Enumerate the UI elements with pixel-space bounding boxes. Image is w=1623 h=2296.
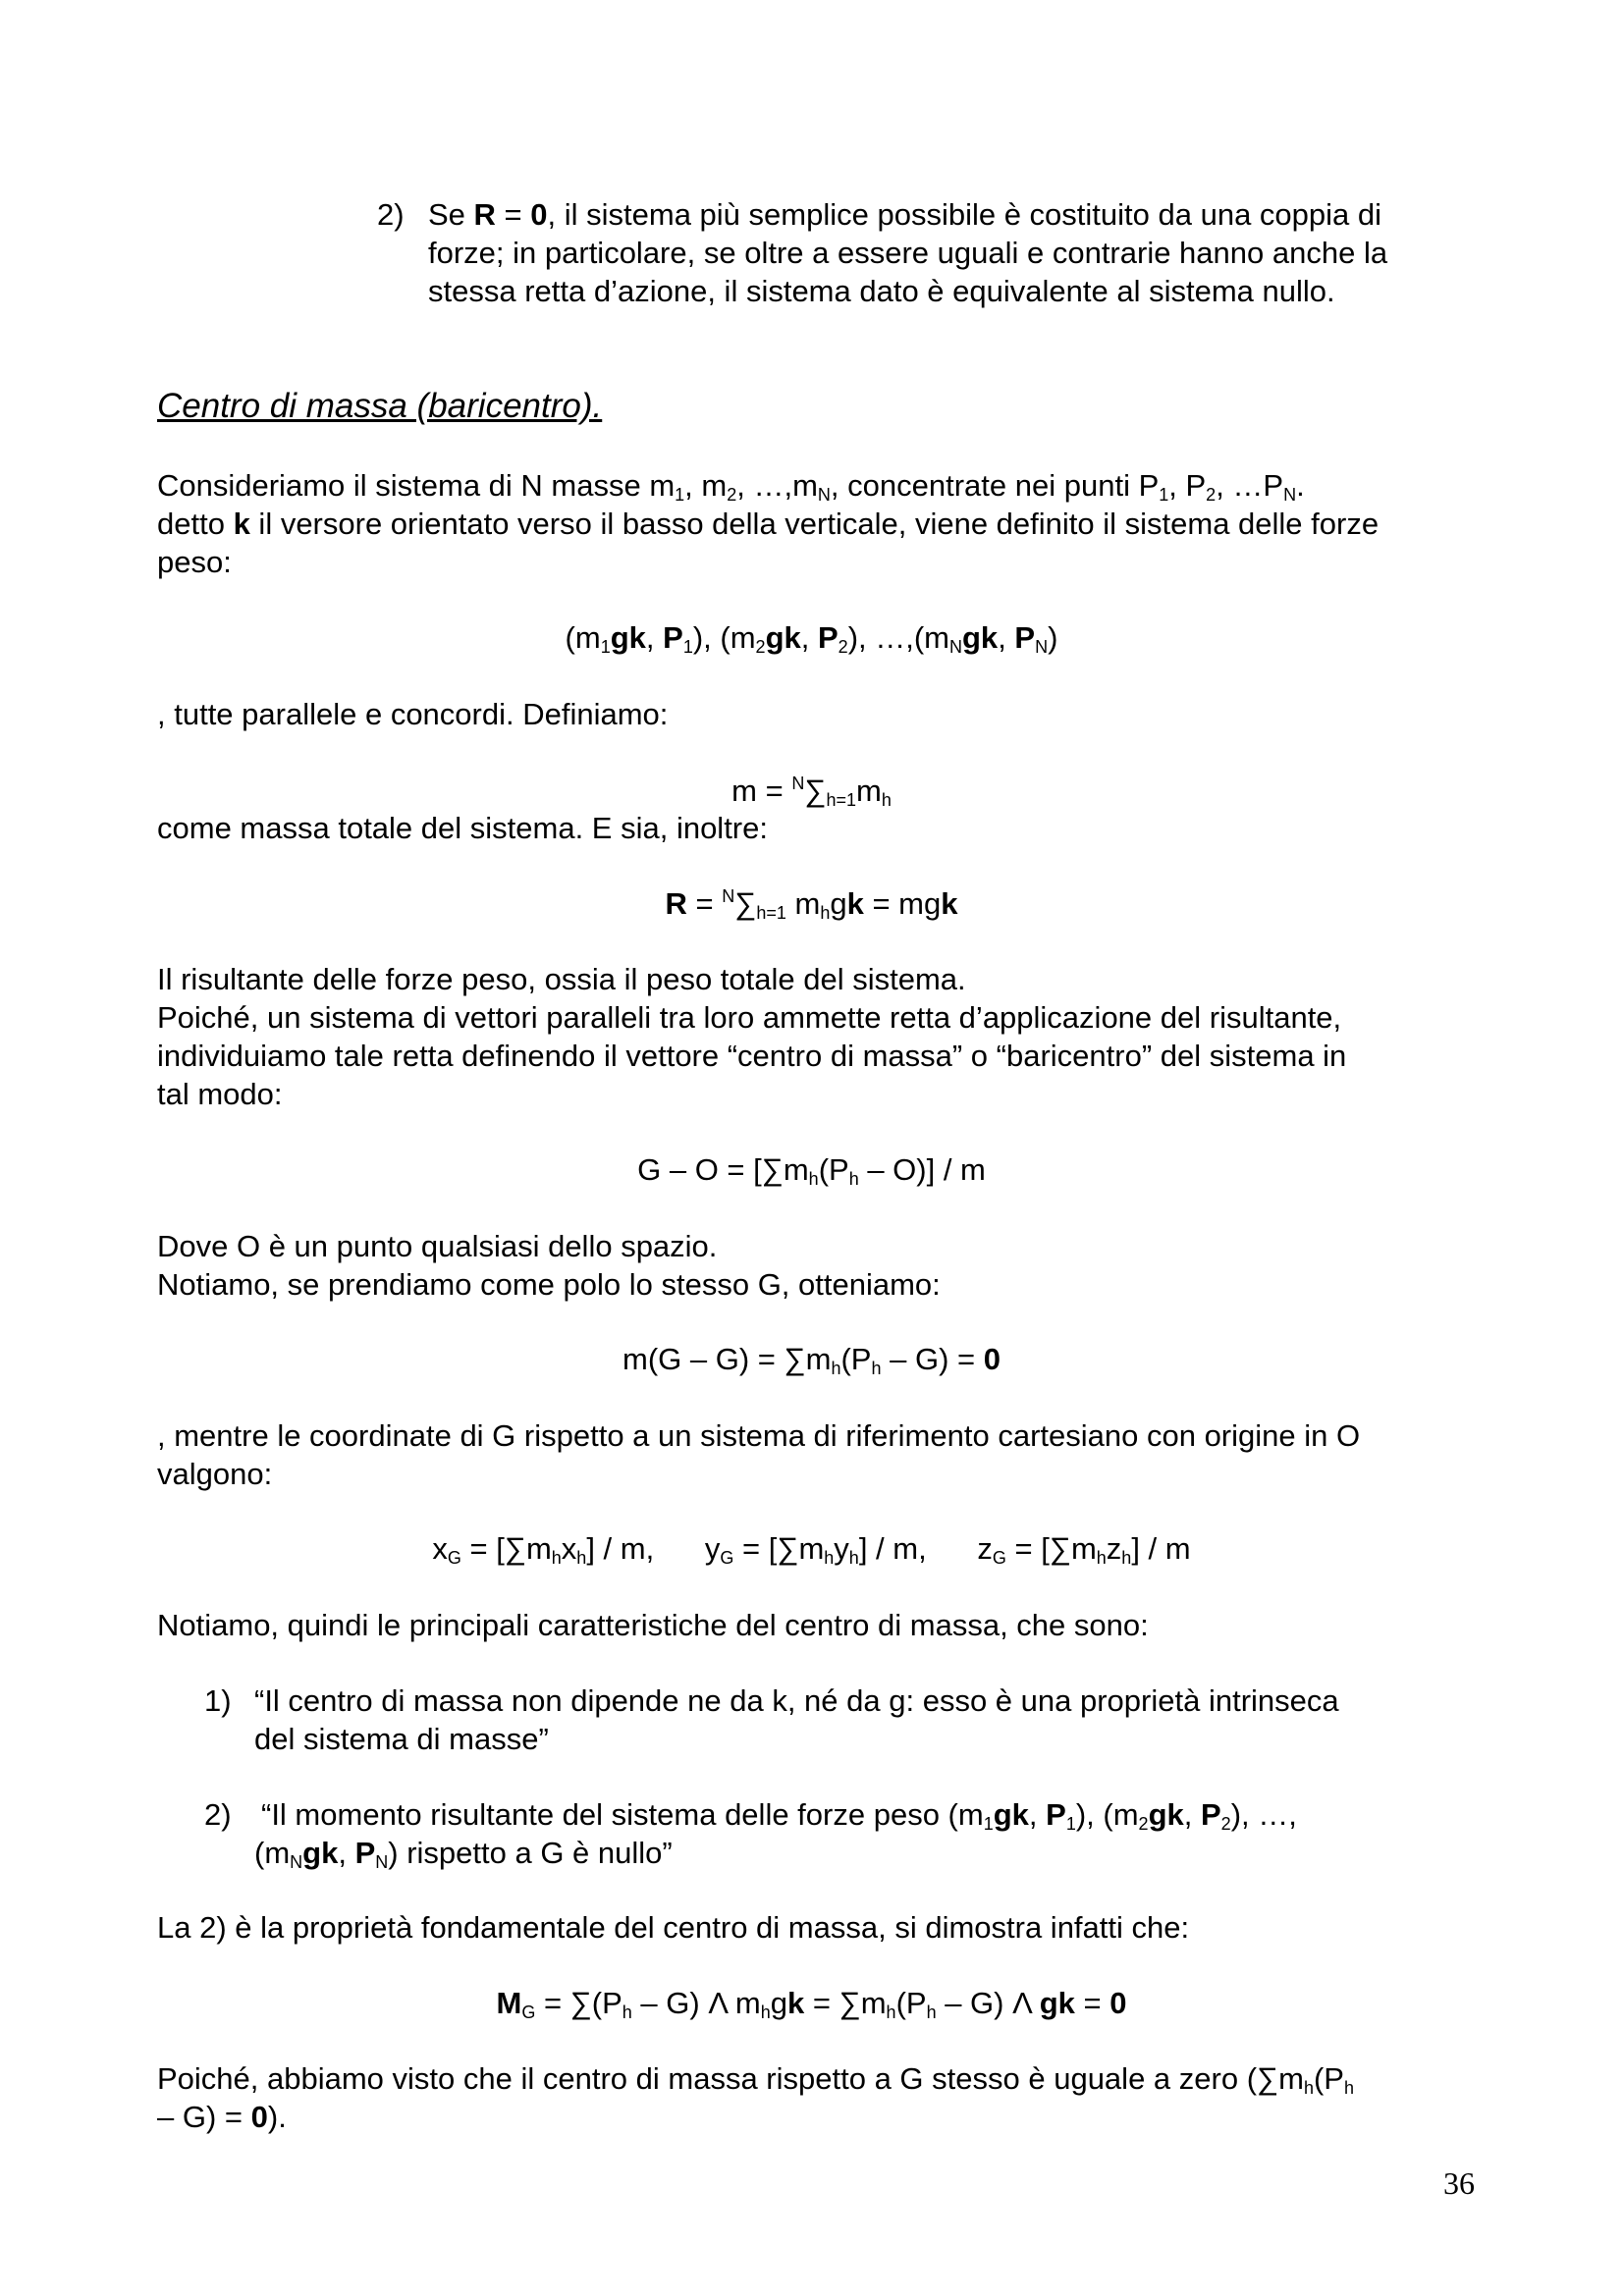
bold-symbol: 0 bbox=[250, 2100, 268, 2134]
equation bbox=[0, 1150, 1623, 1189]
text-run: , il sistema più semplice possibile è costituito da una coppia di bbox=[547, 197, 1382, 232]
text-run: , bbox=[1183, 1797, 1201, 1832]
bold-symbol: R bbox=[473, 197, 496, 232]
text-line: “Il centro di massa non dipende ne da k, né da g: esso è una proprietà intrinseca bbox=[254, 1683, 1339, 1718]
text-run: ), …, bbox=[1230, 1797, 1297, 1832]
subscript: h=1 bbox=[756, 903, 786, 923]
text-line bbox=[428, 195, 1387, 234]
subscript: h bbox=[760, 2002, 771, 2022]
subscript: G bbox=[992, 1548, 1006, 1568]
text-run: = ∑(P bbox=[535, 1986, 622, 2020]
subscript: h bbox=[926, 2002, 937, 2022]
bold-symbol: P bbox=[354, 1836, 376, 1870]
subscript: 2 bbox=[1206, 485, 1217, 505]
text-run: = bbox=[686, 886, 723, 921]
text-run: , bbox=[800, 620, 818, 655]
text-run: ] / m, z bbox=[858, 1531, 993, 1566]
subscript: N bbox=[949, 637, 962, 657]
subscript: G bbox=[447, 1548, 461, 1568]
item2-text bbox=[428, 195, 1387, 310]
paragraph: La 2) è la proprietà fondamentale del centro di massa, si dimostra infatti che: bbox=[157, 1910, 1190, 1945]
subscript: N bbox=[375, 1852, 389, 1872]
text-run: ), (m bbox=[692, 620, 756, 655]
text-line: forze; in particolare, se oltre a essere uguali e contrarie hanno anche la bbox=[428, 236, 1388, 270]
subscript: h bbox=[1096, 1548, 1107, 1568]
text-run: y bbox=[834, 1531, 849, 1566]
text-run: m bbox=[785, 886, 821, 921]
text-run: , …P bbox=[1216, 468, 1284, 503]
bold-symbol: P bbox=[1014, 620, 1036, 655]
text-run: , bbox=[998, 620, 1015, 655]
subscript: 1 bbox=[682, 637, 693, 657]
text-run: (P bbox=[895, 1986, 927, 2020]
equation bbox=[0, 1984, 1623, 2022]
list-number: 2) bbox=[377, 197, 405, 232]
bold-symbol: 0 bbox=[1109, 1986, 1127, 2020]
text-line bbox=[157, 2098, 1354, 2136]
bold-symbol: P bbox=[663, 620, 683, 655]
superscript: N bbox=[791, 774, 805, 793]
subscript: h bbox=[1343, 2078, 1354, 2098]
subscript: 1 bbox=[675, 485, 685, 505]
subscript: h bbox=[622, 2002, 632, 2022]
bold-symbol: gk bbox=[1148, 1797, 1184, 1832]
subscript: N bbox=[817, 485, 831, 505]
text-run: m bbox=[855, 774, 882, 808]
subscript: h bbox=[576, 1548, 587, 1568]
text-run: x bbox=[432, 1531, 448, 1566]
text-run: = [∑m bbox=[1005, 1531, 1097, 1566]
text-run: ∑ bbox=[804, 774, 827, 808]
subscript: 2 bbox=[1138, 1814, 1149, 1834]
text-run: (m bbox=[565, 620, 601, 655]
text-line bbox=[157, 505, 1379, 543]
subscript: h bbox=[808, 1169, 819, 1189]
text-run: Se bbox=[428, 197, 474, 232]
text-run: = bbox=[495, 197, 531, 232]
text-run: – G) Λ m bbox=[631, 1986, 761, 2020]
text-run: (P bbox=[1313, 2061, 1344, 2096]
text-line: del sistema di masse” bbox=[254, 1722, 549, 1756]
subscript: 2 bbox=[838, 637, 848, 657]
bold-symbol: 0 bbox=[983, 1342, 1001, 1376]
paragraph: come massa totale del sistema. E sia, inoltre: bbox=[157, 811, 768, 845]
subscript: h bbox=[1121, 1548, 1132, 1568]
bold-symbol: gk bbox=[962, 620, 999, 655]
bold-symbol: k bbox=[787, 1986, 805, 2020]
text-run: z bbox=[1106, 1531, 1122, 1566]
text-run: , bbox=[1028, 1797, 1047, 1832]
text-run: g bbox=[830, 886, 847, 921]
text-run: g bbox=[770, 1986, 788, 2020]
text-run: G – O = [∑m bbox=[637, 1152, 809, 1187]
bold-symbol: gk bbox=[1039, 1986, 1075, 2020]
subscript: 1 bbox=[600, 637, 611, 657]
text-line: Il risultante delle forze peso, ossia il peso totale del sistema. bbox=[157, 962, 966, 996]
text-run: il versore orientato verso il basso della verticale, viene definito il sistema delle forze bbox=[249, 507, 1380, 541]
text-run: , concentrate nei punti P bbox=[830, 468, 1160, 503]
list-item bbox=[254, 1682, 1339, 1758]
text-run: x bbox=[561, 1531, 577, 1566]
text-line: tal modo: bbox=[157, 1077, 283, 1111]
text-run: Poiché, abbiamo visto che il centro di massa rispetto a G stesso è uguale a zero (∑m bbox=[157, 2061, 1304, 2096]
bold-symbol: P bbox=[817, 620, 839, 655]
text-run: ] / m, y bbox=[586, 1531, 721, 1566]
subscript: N bbox=[290, 1852, 303, 1872]
text-run: , m bbox=[684, 468, 728, 503]
subscript: N bbox=[1283, 485, 1297, 505]
text-run: = ∑m bbox=[804, 1986, 887, 2020]
text-run: ). bbox=[267, 2100, 287, 2134]
bold-symbol: 0 bbox=[530, 197, 548, 232]
text-run: Consideriamo il sistema di N masse m bbox=[157, 468, 676, 503]
text-run: “Il momento risultante del sistema delle forze peso (m bbox=[261, 1797, 984, 1832]
equation bbox=[0, 884, 1623, 923]
subscript: h bbox=[820, 903, 831, 923]
bold-symbol: k bbox=[233, 507, 250, 541]
paragraph: , tutte parallele e concordi. Definiamo: bbox=[157, 697, 669, 731]
subscript: h bbox=[848, 1169, 859, 1189]
text-line: Notiamo, se prendiamo come polo lo stesso G, otteniamo: bbox=[157, 1267, 941, 1302]
subscript: 1 bbox=[983, 1814, 994, 1834]
text-run: , bbox=[338, 1836, 355, 1870]
text-run: ), (m bbox=[1075, 1797, 1139, 1832]
text-run: ∑ bbox=[734, 886, 757, 921]
subscript: N bbox=[1035, 637, 1049, 657]
subscript: 2 bbox=[1220, 1814, 1231, 1834]
list-number: 1) bbox=[204, 1683, 232, 1718]
text-run: = bbox=[1074, 1986, 1110, 2020]
equation bbox=[0, 618, 1623, 657]
text-run: detto bbox=[157, 507, 234, 541]
text-run: ) bbox=[1048, 620, 1058, 655]
text-line: , mentre le coordinate di G rispetto a un sistema di riferimento cartesiano con origine in O bbox=[157, 1418, 1361, 1453]
subscript: G bbox=[521, 2002, 536, 2022]
text-line: valgono: bbox=[157, 1457, 273, 1491]
text-run: = [∑m bbox=[460, 1531, 552, 1566]
text-line: Dove O è un punto qualsiasi dello spazio. bbox=[157, 1229, 718, 1263]
list-item bbox=[254, 1795, 1297, 1872]
subscript: 1 bbox=[1159, 485, 1169, 505]
bold-symbol: P bbox=[1200, 1797, 1221, 1832]
text-line: stessa retta d’azione, il sistema dato è equivalente al sistema nullo. bbox=[428, 274, 1335, 308]
bold-symbol: k bbox=[846, 886, 864, 921]
section-title: Centro di massa (baricentro). bbox=[157, 387, 603, 425]
bold-symbol: gk bbox=[302, 1836, 339, 1870]
subscript: h bbox=[886, 2002, 896, 2022]
text-run: m = bbox=[731, 774, 792, 808]
text-line: individuiamo tale retta definendo il vettore “centro di massa” o “baricentro” del sistema in bbox=[157, 1039, 1347, 1073]
paragraph bbox=[157, 466, 1379, 581]
bold-symbol: P bbox=[1046, 1797, 1066, 1832]
text-run: , bbox=[645, 620, 664, 655]
paragraph bbox=[157, 2059, 1354, 2136]
paragraph bbox=[157, 1416, 1360, 1493]
page-number: 36 bbox=[1443, 2165, 1475, 2201]
subscript: h bbox=[831, 1359, 841, 1378]
text-run: (P bbox=[840, 1342, 872, 1376]
subscript: h bbox=[1303, 2078, 1314, 2098]
text-line: Poiché, un sistema di vettori paralleli tra loro ammette retta d’applicazione del risultante, bbox=[157, 1000, 1342, 1035]
text-run: m(G – G) = ∑m bbox=[622, 1342, 832, 1376]
text-run: ) rispetto a G è nullo” bbox=[388, 1836, 673, 1870]
text-run: (P bbox=[818, 1152, 849, 1187]
bold-symbol: gk bbox=[765, 620, 801, 655]
subscript: h bbox=[848, 1548, 859, 1568]
bold-symbol: gk bbox=[993, 1797, 1029, 1832]
text-run: . bbox=[1296, 468, 1305, 503]
equation bbox=[0, 1529, 1623, 1568]
text-run: = mg bbox=[863, 886, 942, 921]
subscript: 1 bbox=[1065, 1814, 1076, 1834]
equation bbox=[0, 1340, 1623, 1378]
text-line bbox=[254, 1834, 1297, 1872]
text-line bbox=[261, 1795, 1297, 1834]
text-run: , P bbox=[1168, 468, 1207, 503]
bold-symbol: k bbox=[941, 886, 958, 921]
subscript: 2 bbox=[755, 637, 766, 657]
text-run: ] / m bbox=[1131, 1531, 1191, 1566]
text-run: , …,m bbox=[736, 468, 818, 503]
subscript: h bbox=[871, 1359, 882, 1378]
text-run: – G) = bbox=[157, 2100, 251, 2134]
superscript: N bbox=[722, 886, 735, 906]
subscript: h=1 bbox=[826, 790, 856, 810]
text-line: peso: bbox=[157, 545, 232, 579]
text-line bbox=[157, 2059, 1354, 2098]
bold-symbol: M bbox=[496, 1986, 522, 2020]
text-run: ), …,(m bbox=[847, 620, 949, 655]
paragraph bbox=[157, 960, 1346, 1113]
subscript: h bbox=[551, 1548, 562, 1568]
paragraph bbox=[157, 1227, 941, 1304]
text-run: = [∑m bbox=[733, 1531, 825, 1566]
list-number: 2) bbox=[204, 1797, 232, 1832]
text-line bbox=[157, 466, 1379, 505]
text-run: (m bbox=[254, 1836, 291, 1870]
subscript: 2 bbox=[727, 485, 737, 505]
subscript: G bbox=[720, 1548, 734, 1568]
paragraph: Notiamo, quindi le principali caratteristiche del centro di massa, che sono: bbox=[157, 1608, 1149, 1642]
bold-symbol: R bbox=[665, 886, 687, 921]
subscript: h bbox=[824, 1548, 835, 1568]
equation bbox=[0, 772, 1623, 810]
text-run: – O)] / m bbox=[858, 1152, 986, 1187]
subscript: h bbox=[881, 790, 892, 810]
bold-symbol: gk bbox=[610, 620, 646, 655]
text-run: – G) = bbox=[881, 1342, 984, 1376]
text-run: – G) Λ bbox=[936, 1986, 1040, 2020]
